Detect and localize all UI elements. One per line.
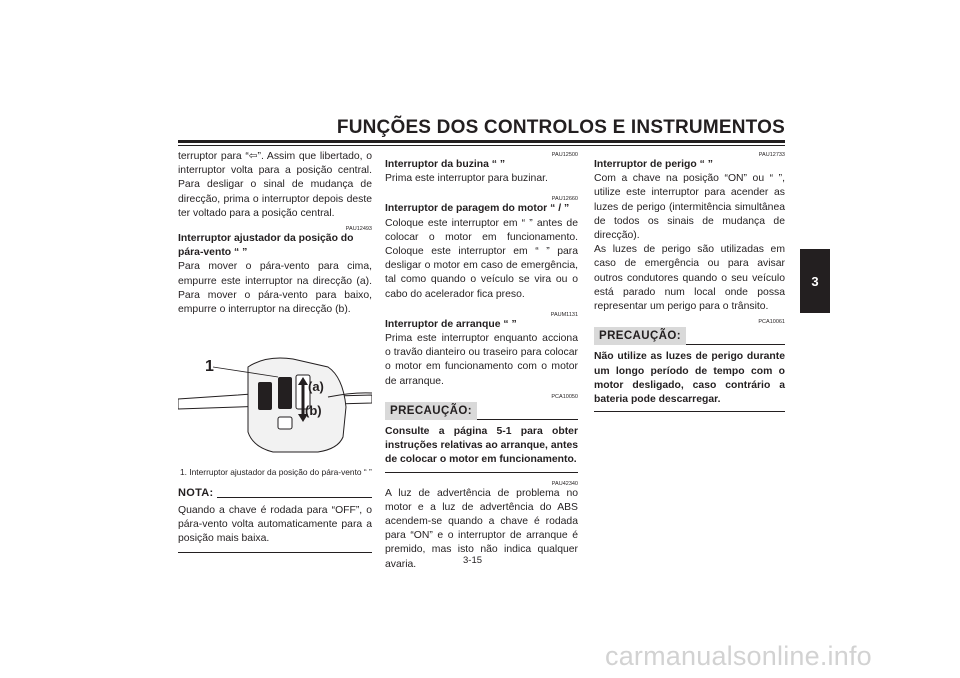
chapter-tab: 3: [800, 249, 830, 313]
caution-header: [385, 402, 578, 420]
paragraph-hazard-1: Com a chave na posição “ON” ou “ ”, utilize este interruptor para acender as luzes de perigo (intermitência simultânea de todos os sinais de mudança de direcção).: [594, 173, 785, 242]
paragraph-engine-stop: Coloque este interruptor em “ ” antes de colocar o motor em funcionamento. Coloque este interruptor em “ ” para desligar o motor em caso de emergência, tal como quando o veículo se vira ou o cabo do acelerador fica preso.: [385, 217, 578, 300]
caution-end-rule: [385, 472, 578, 473]
paragraph-windshield: Para mover o pára-vento para cima, empurre este interruptor na direcção (a). Para mover o pára-vento para baixo, empurre o interruptor na direcção (b).: [178, 261, 372, 316]
caution-text: Não utilize as luzes de perigo durante um longo período de tempo com o motor desligado, caso contrário a bateria pode descarregar.: [594, 351, 785, 406]
paragraph-turn-signal-continued: terruptor para “⇦”. Assim que libertado, o interruptor volta para a posição central. Para desligar o sinal de mudança de direcção, prima o interruptor depois deste ter voltado para a posição central.: [178, 151, 372, 219]
figure-callout-a: (a): [308, 379, 324, 395]
section-code: PAU12500: [551, 152, 578, 158]
page-title: FUNÇÕES DOS CONTROLOS E INSTRUMENTOS: [336, 117, 785, 138]
heading-start-switch: Interruptor de arranque “ ”: [385, 318, 517, 330]
heading-windshield-text: Interruptor ajustador da posição do pára-vento “ ”: [178, 233, 354, 259]
caution-label: PRECAUÇÃO:: [594, 327, 686, 345]
section-code: PAU42340: [551, 480, 578, 487]
header-rule: [178, 140, 785, 143]
heading-engine-stop-switch: Interruptor de paragem do motor “ / ”: [385, 203, 570, 215]
heading-windshield-switch: [178, 232, 372, 260]
page-number: 3-15: [463, 555, 483, 566]
column-2: [385, 150, 578, 572]
paragraph-horn: Prima este interruptor para buzinar.: [385, 173, 548, 185]
figure-callout-1: 1: [205, 358, 214, 376]
heading-horn-switch: Interruptor da buzina “ ”: [385, 159, 506, 170]
note-header: [178, 486, 372, 500]
paragraph-hazard-2: As luzes de perigo são utilizadas em caso de emergência ou para avisar outros condutores quando o seu veículo está parado num local onde possa representar um perigo para o trânsito.: [594, 244, 785, 313]
watermark: carmanualsonline.info: [605, 641, 872, 671]
caution-rule: [686, 344, 785, 345]
caution-label: PRECAUÇÃO:: [385, 402, 477, 420]
note-label: NOTA:: [178, 487, 214, 500]
note-end-rule: [178, 552, 372, 553]
figure-callout-b: (b): [305, 403, 322, 419]
column-1: [178, 150, 372, 553]
caution-rule: [477, 419, 578, 420]
section-code: PCA10061: [758, 319, 785, 326]
section-code: PAUM1131: [550, 311, 578, 318]
caution-end-rule: [594, 411, 785, 412]
note-text: Quando a chave é rodada para “OFF”, o pára-vento volta automaticamente para a posição mais baixa.: [178, 504, 372, 545]
heading-hazard-switch: Interruptor de perigo “ ”: [594, 159, 713, 170]
caution-header: [594, 327, 785, 345]
paragraph-warning-lights: A luz de advertência de problema no motor e a luz de advertência do ABS acendem-se quando a chave é rodada para “ON” e o interruptor de arranque é premido, mas isto não indica qualquer avaria.: [385, 487, 578, 570]
section-code: PAU12493: [345, 226, 372, 233]
caution-text: Consulte a página 5-1 para obter instruções relativas ao arranque, antes de colocar o motor em funcionamento.: [385, 426, 578, 466]
note-rule: [217, 497, 372, 498]
figure-caption: 1. Interruptor ajustador da posição do pára-vento “ ”: [180, 467, 372, 478]
section-code: PAU12660: [551, 196, 578, 203]
windshield-switch-figure: [178, 337, 372, 462]
header-rule-thin: [178, 145, 785, 146]
column-3: [594, 150, 785, 412]
section-code: PAU12733: [758, 152, 785, 158]
paragraph-start: Prima este interruptor enquanto acciona o travão dianteiro ou traseiro para colocar o motor em funcionamento com o motor de arranque.: [385, 333, 578, 387]
section-code: PCA10050: [551, 393, 578, 400]
